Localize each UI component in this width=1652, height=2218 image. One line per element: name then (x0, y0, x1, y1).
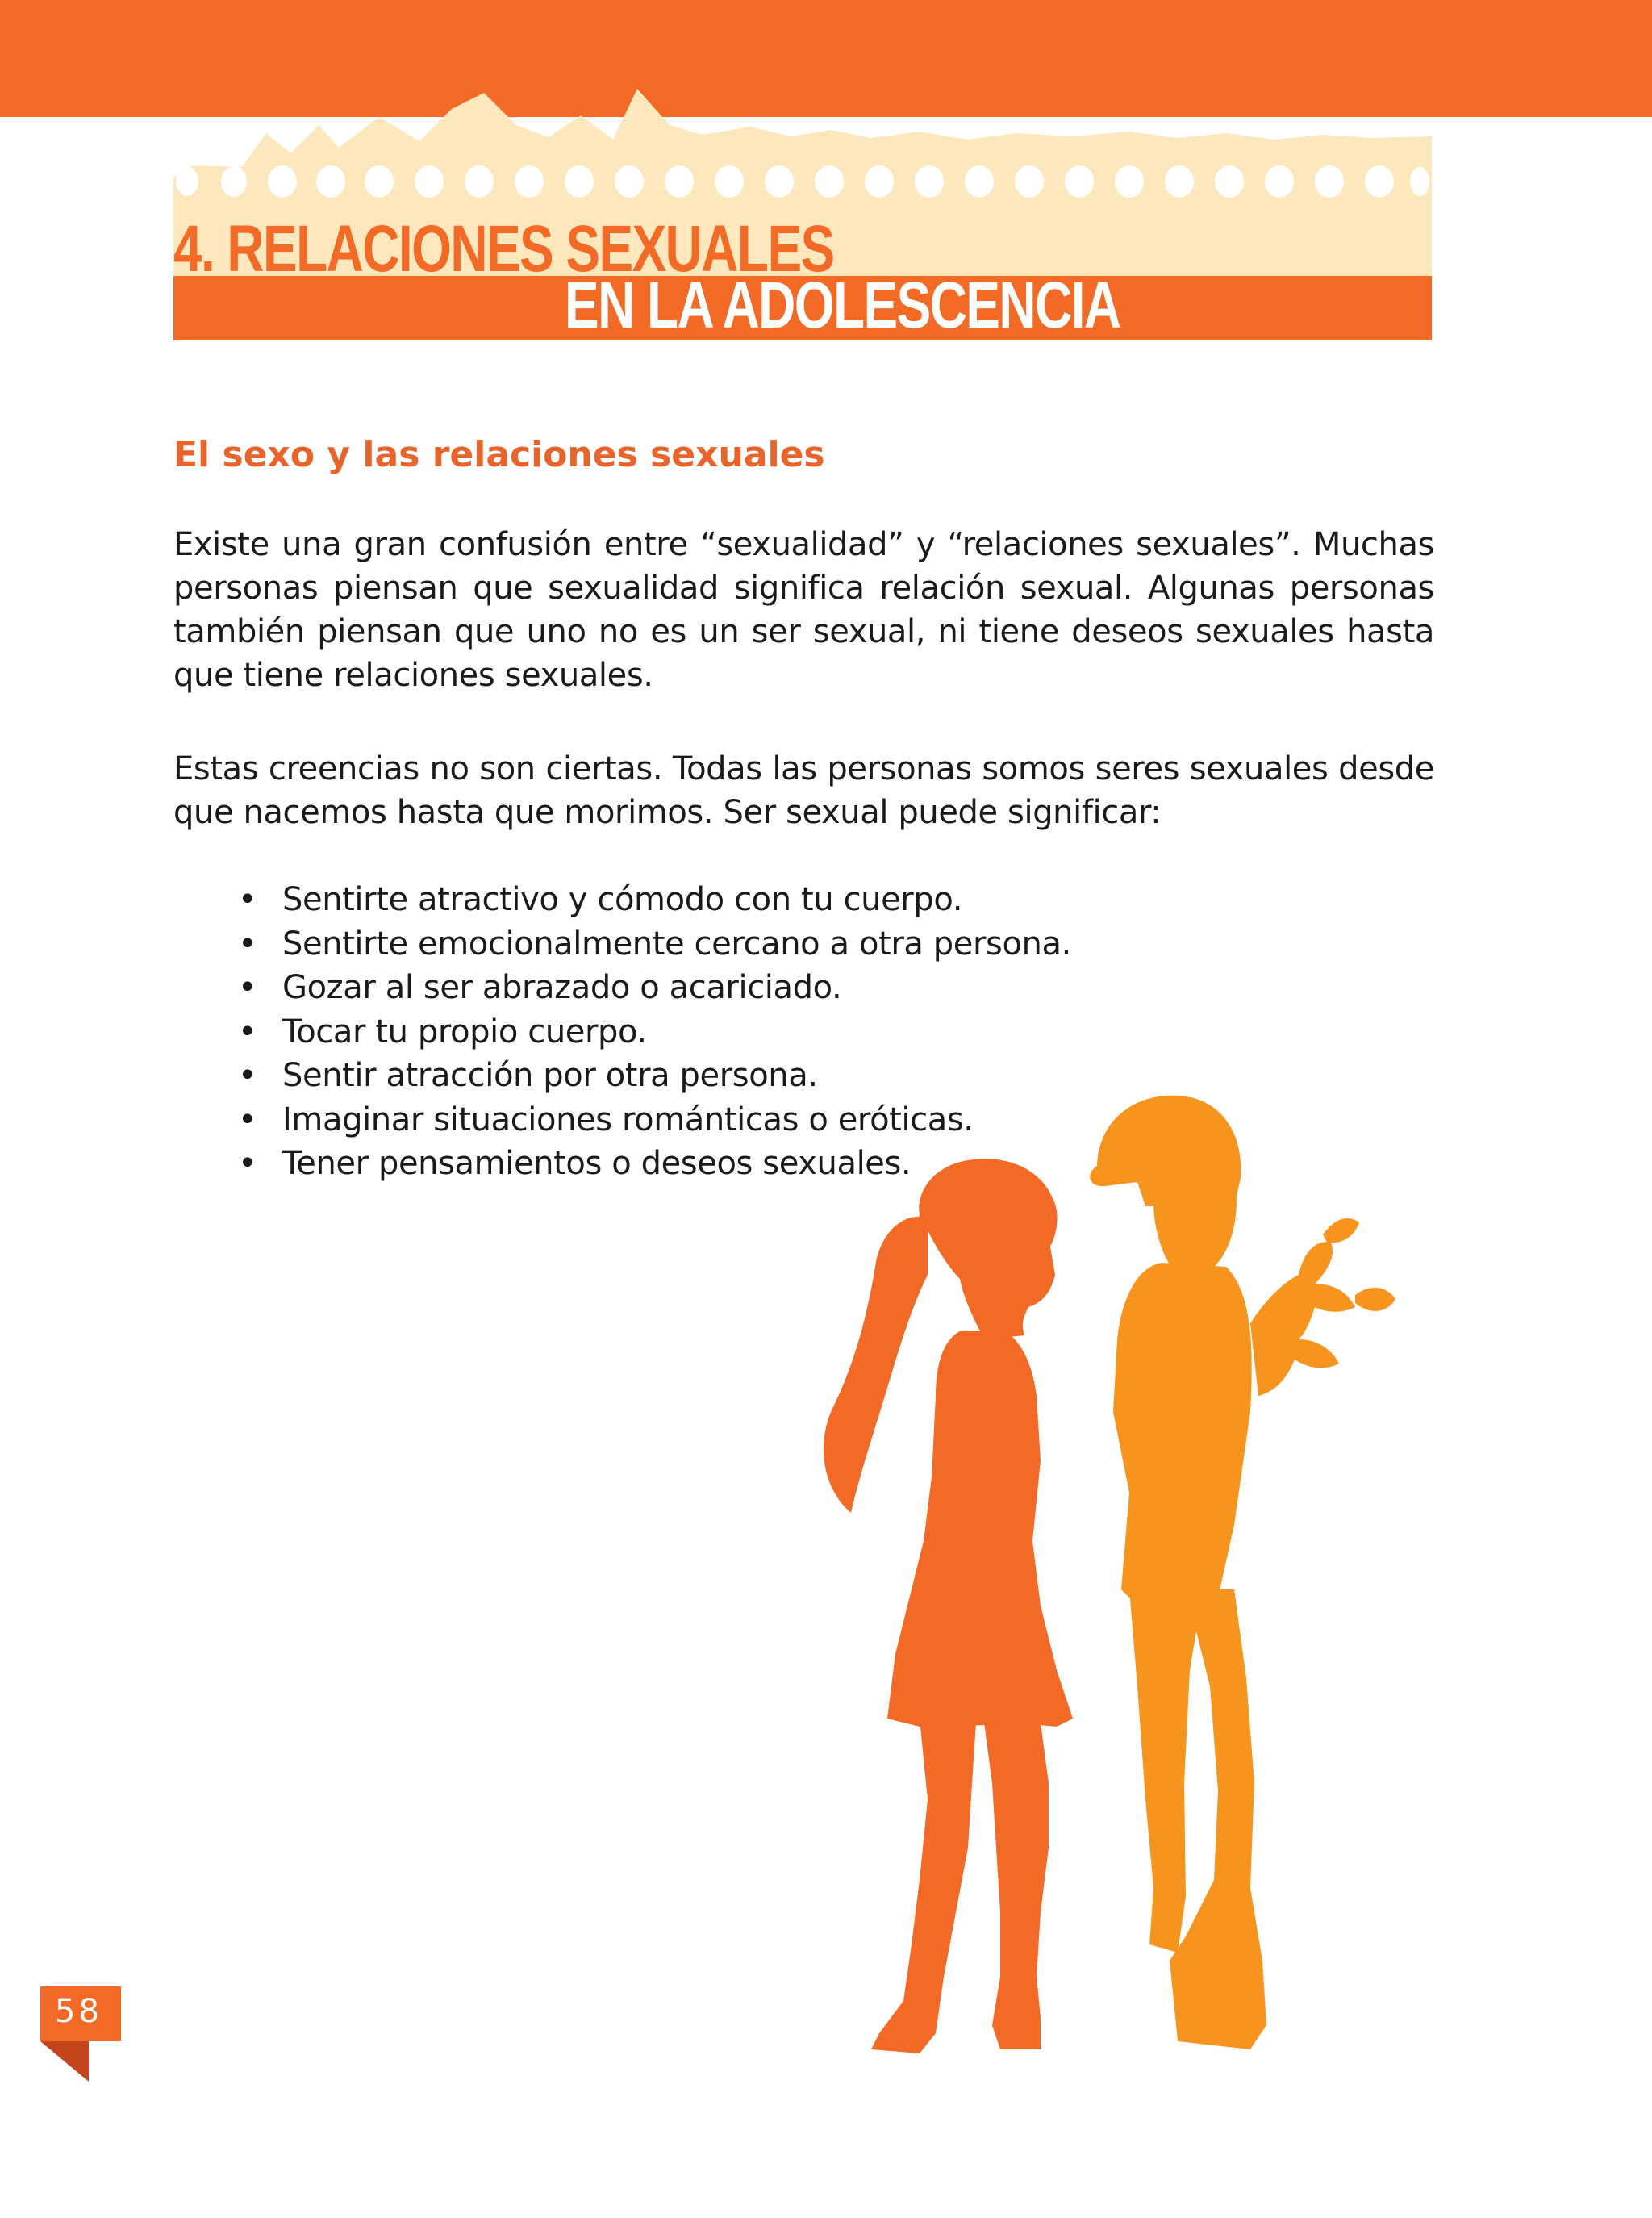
girl-silhouette (824, 1159, 1073, 2053)
list-item: • Tocar tu propio cuerpo. (238, 1010, 1071, 1055)
chapter-title-line1: 4. RELACIONES SEXUALES (173, 212, 834, 286)
list-item: • Sentirte emocionalmente cercano a otra persona. (238, 922, 1071, 967)
list-item: • Gozar al ser abrazado o acariciado. (238, 966, 1071, 1010)
bullet-icon: • (238, 1145, 257, 1182)
bullet-icon: • (238, 881, 257, 918)
section-heading: El sexo y las relaciones sexuales (173, 434, 825, 475)
page-number-box (40, 1986, 121, 2041)
list-item: • Imaginar situaciones románticas o eróticas. (238, 1098, 1071, 1142)
body-paragraph-1: Existe una gran confusión entre “sexualidad” y “relaciones sexuales”. Muchas personas piensan que sexualidad significa relación sexual. Algunas personas también piensan que uno no es un ser sexual, ni tiene deseos sexuales hasta que tiene relaciones sexuales. (173, 526, 1434, 694)
list-item: • Sentirte atractivo y cómodo con tu cuerpo. (238, 878, 1071, 922)
children-silhouette-illustration (799, 1073, 1460, 2074)
body-paragraph-2: Estas creencias no son ciertas. Todas las personas somos seres sexuales desde que nacemos hasta que morimos. Ser sexual puede significar: (173, 750, 1434, 831)
list-item: • Tener pensamientos o deseos sexuales. (238, 1142, 1071, 1186)
page-number: 58 (55, 1993, 102, 2030)
page-corner-tab (40, 2041, 89, 2082)
list-item: • Sentir atracción por otra persona. (238, 1054, 1071, 1098)
bullet-icon: • (238, 925, 257, 963)
bullet-icon: • (238, 1057, 257, 1094)
chapter-title-line2: EN LA ADOLESCENCIA (565, 269, 1120, 342)
bullet-icon: • (238, 969, 257, 1006)
boy-silhouette (1090, 1096, 1395, 2049)
bullet-icon: • (238, 1101, 257, 1138)
bullet-icon: • (238, 1013, 257, 1051)
